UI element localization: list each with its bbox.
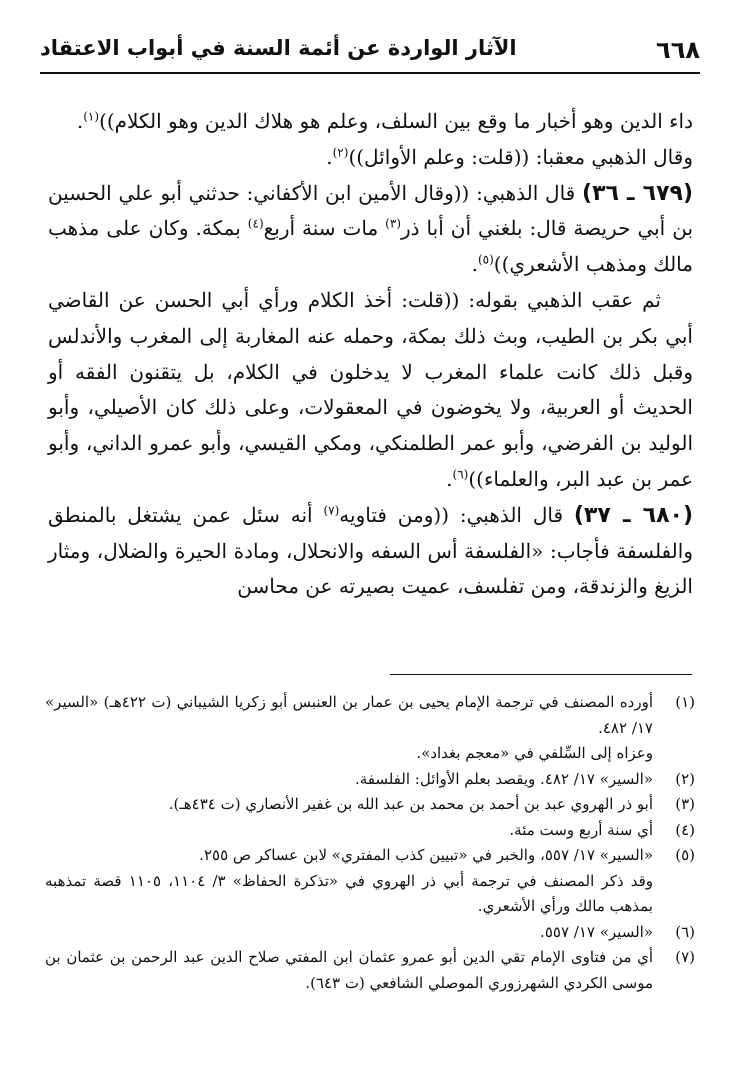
paragraph-3: (٦٧٩ ـ ٣٦) قال الذهبي: ((وقال الأمين ابن الأكفاني: حدثني أبو علي الحسين بن أبي حريصة قال: بلغني أن أبا ذر$^{(٣)}$ مات سنة أربع$^{(٤)}$ بمكة. وكان على مذهب مالك ومذهب الأشعري))$^{(٥)}$. [48, 180, 694, 277]
paragraph-1: داء الدين وهو أخبار ما وقع بين السلف، وعلم هو هلاك الدين وهو الكلام))$^{(١)}$. [76, 109, 693, 133]
footnote-marker: (٧) [675, 948, 695, 966]
footnote-marker: (٣) [675, 795, 695, 813]
footnote-2 [45, 767, 695, 793]
footnote-ref-5: (٥) [477, 252, 494, 267]
main-text [48, 104, 693, 605]
footnote-marker: (٤) [675, 820, 695, 839]
footnote-text: وقد ذكر المصنف في ترجمة أبي ذر الهروي في «تذكرة الحفاظ» ٣/ ١١٠٤، ١١٠٥ قصة تمذهبه بمذهب مالك ورأي الأشعري. [45, 871, 653, 915]
page-header [40, 28, 700, 74]
footnote-ref-3: (٣) [385, 216, 401, 231]
footnote-ref-2: (٢) [332, 145, 349, 160]
footnote-text: أي من فتاوى الإمام تقي الدين أبو عمرو عثمان ابن المفتي صلاح الدين عبد الرحمن بن عثمان بن موسى الكردي الشهرزوري الموصلي الشافعي (ت ٦٤٣). [45, 948, 653, 992]
footnote-text: أبو ذر الهروي عبد بن أحمد بن محمد بن عبد الله بن غفير الأنصاري (ت ٤٣٤هـ). [168, 795, 653, 813]
footnote-ref-6: (٦) [452, 467, 469, 482]
paragraph-2: وقال الذهبي معقبا: ((قلت: وعلم الأوائل))$^{(٢)}$. [326, 144, 693, 169]
footnote-ref-7: (٧) [323, 503, 340, 518]
footnote-1 [45, 690, 695, 767]
footnote-marker: (٢) [675, 769, 695, 788]
footnote-text: وعزاه إلى السِّلفي في «معجم بغداد». [416, 744, 653, 762]
footnote-separator [390, 674, 692, 675]
narration-number-679: (٦٧٩ ـ ٣٦) [582, 180, 693, 206]
footnote-marker: (٥) [675, 846, 695, 864]
narration-number-680: (٦٨٠ ـ ٣٧) [573, 502, 694, 528]
footnote-4 [45, 818, 695, 844]
footnote-text: «السير» ١٧/ ٤٨٢. ويقصد بعلم الأوائل: الفلسفة. [354, 769, 653, 788]
page-number: ٦٦٨ [656, 36, 700, 64]
paragraph-4: ثم عقب الذهبي بقوله: ((قلت: أخذ الكلام ورأي أبي الحسن عن القاضي أبي بكر بن الطيب، وبث ذلك بمكة، وحمله عنه المغاربة إلى المغرب والأندلس وقبل ذلك كانت علماء المغرب لا يدخلون في الكلام، بل يتقنون الفقه أو الحديث أو العربية، ولا يخوضون في المعقولات، وعلى ذلك كان الأصيلي، وأبو الوليد بن الفرضي، وأبو عمر الطلمنكي، ومكي القيسي، وأبو عمرو الداني، وأبو عمر بن عبد البر، والعلماء))$^{(٦)}$. [48, 287, 693, 491]
footnote-6 [45, 920, 695, 946]
footnotes [45, 690, 695, 996]
footnote-3 [45, 792, 695, 818]
footnote-ref-4: (٤) [247, 216, 264, 231]
footnote-7 [45, 945, 695, 996]
footnote-text: أورده المصنف في ترجمة الإمام يحيى بن عمار بن العنبس أبو زكريا الشيباني (ت ٤٢٢هـ) «السير» ١٧/ ٤٨٢. [45, 693, 653, 737]
footnote-text: «السير» ١٧/ ٥٥٧، والخبر في «تبيين كذب المفتري» لابن عساكر ص ٢٥٥. [199, 846, 653, 864]
footnote-5 [45, 843, 695, 920]
running-title: الآثار الواردة عن أئمة السنة في أبواب الاعتقاد [40, 36, 517, 60]
footnote-ref-1: (١) [83, 109, 100, 124]
paragraph-5: (٦٨٠ ـ ٣٧) قال الذهبي: ((ومن فتاويه$^{(٧)}$ أنه سئل عمن يشتغل بالمنطق والفلسفة فأجاب: «الفلسفة أس السفه والانحلال، ومادة الحيرة والضلال، ومثار الزيغ والزندقة، ومن تفلسف، عميت بصيرته عن محاسن [48, 502, 694, 599]
footnote-marker: (٦) [675, 922, 695, 941]
footnote-marker: (١) [675, 693, 695, 711]
footnote-text: أي سنة أربع وست مئة. [509, 820, 653, 839]
footnote-text: «السير» ١٧/ ٥٥٧. [540, 922, 653, 941]
